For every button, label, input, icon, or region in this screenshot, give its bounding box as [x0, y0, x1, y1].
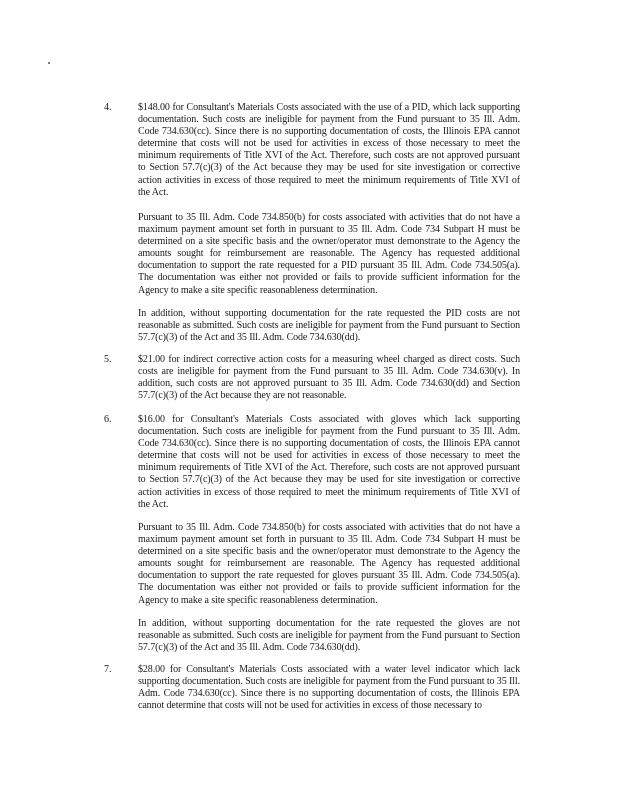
item-paragraph: $16.00 for Consultant's Materials Costs associated with gloves which lack supporting documentation. Such costs are ineligible for payment from the Fund pursuant to 35 Ill. Adm. Code 734.630(cc). Since there is no supporting documentation of costs, the Illinois EPA cannot determine that costs will not be used for activities in excess of those necessary to meet the minimum requirements of Title XVI of the Act. Therefore, such costs are not approved pursuant to Section 57.7(c)(3) of the Act because they may be used for site investigation or corrective action activities in excess of those required to meet the minimum requirements of Title XVI of the Act.	[138, 414, 520, 510]
item-paragraph: In addition, without supporting documentation for the rate requested the gloves are not reasonable as submitted. Such costs are ineligible for payment from the Fund pursuant to Section 57.7(c)(3) of the Act and 35 Ill. Adm. Code 734.630(dd).	[138, 618, 520, 654]
item-number: 5.	[104, 354, 112, 365]
item-paragraph: $28.00 for Consultant's Materials Costs associated with a water level indicator which lack supporting documentation. Such costs are ineligible for payment from the Fund pursuant to 35 Ill. Adm. Code 734.630(cc). Since there is no supporting documentation of costs, the Illinois EPA cannot determine that costs will not be used for activities in excess of those necessary to	[138, 664, 520, 712]
scan-speck	[48, 62, 50, 64]
item-paragraph: Pursuant to 35 Ill. Adm. Code 734.850(b) for costs associated with activities that do not have a maximum payment amount set forth in pursuant to 35 Ill. Adm. Code 734 Subpart H must be determined on a site specific basis and the owner/operator must demonstrate to the Agency the amounts sought for reimbursement are reasonable. The Agency has requested additional documentation to support the rate requested for a PID pursuant 35 Ill. Adm. Code 734.505(a). The documentation was either not provided or fails to provide sufficient information for the Agency to make a site specific reasonableness determination.	[138, 212, 520, 296]
item-number: 4.	[104, 102, 112, 113]
item-paragraph: Pursuant to 35 Ill. Adm. Code 734.850(b) for costs associated with activities that do not have a maximum payment amount set forth in pursuant to 35 Ill. Adm. Code 734 Subpart H must be determined on a site specific basis and the owner/operator must demonstrate to the Agency the amounts sought for reimbursement are reasonable. The Agency has requested additional documentation to support the rate requested for gloves pursuant 35 Ill. Adm. Code 734.505(a). The documentation was either not provided or fails to provide sufficient information for the Agency to make a site specific reasonableness determination.	[138, 522, 520, 606]
item-paragraph: $21.00 for indirect corrective action costs for a measuring wheel charged as direct costs. Such costs are ineligible for payment from the Fund pursuant to 35 Ill. Adm. Code 734.630(v). In addition, such costs are not approved pursuant to 35 Ill. Adm. Code 734.630(dd) and Section 57.7(c)(3) of the Act because they are not reasonable.	[138, 354, 520, 402]
item-paragraph: In addition, without supporting documentation for the rate requested the PID costs are not reasonable as submitted. Such costs are ineligible for payment from the Fund pursuant to Section 57.7(c)(3) of the Act and 35 Ill. Adm. Code 734.630(dd).	[138, 308, 520, 344]
item-number: 6.	[104, 414, 112, 425]
item-number: 7.	[104, 664, 112, 675]
item-paragraph: $148.00 for Consultant's Materials Costs associated with the use of a PID, which lack supporting documentation. Such costs are ineligible for payment from the Fund pursuant to 35 Ill. Adm. Code 734.630(cc). Since there is no supporting documentation of costs, the Illinois EPA cannot determine that costs will not be used for activities in excess of those necessary to meet the minimum requirements of Title XVI of the Act. Therefore, such costs are not approved pursuant to Section 57.7(c)(3) of the Act because they may be used for site investigation or corrective action activities in excess of those required to meet the minimum requirements of Title XVI of the Act.	[138, 102, 520, 198]
